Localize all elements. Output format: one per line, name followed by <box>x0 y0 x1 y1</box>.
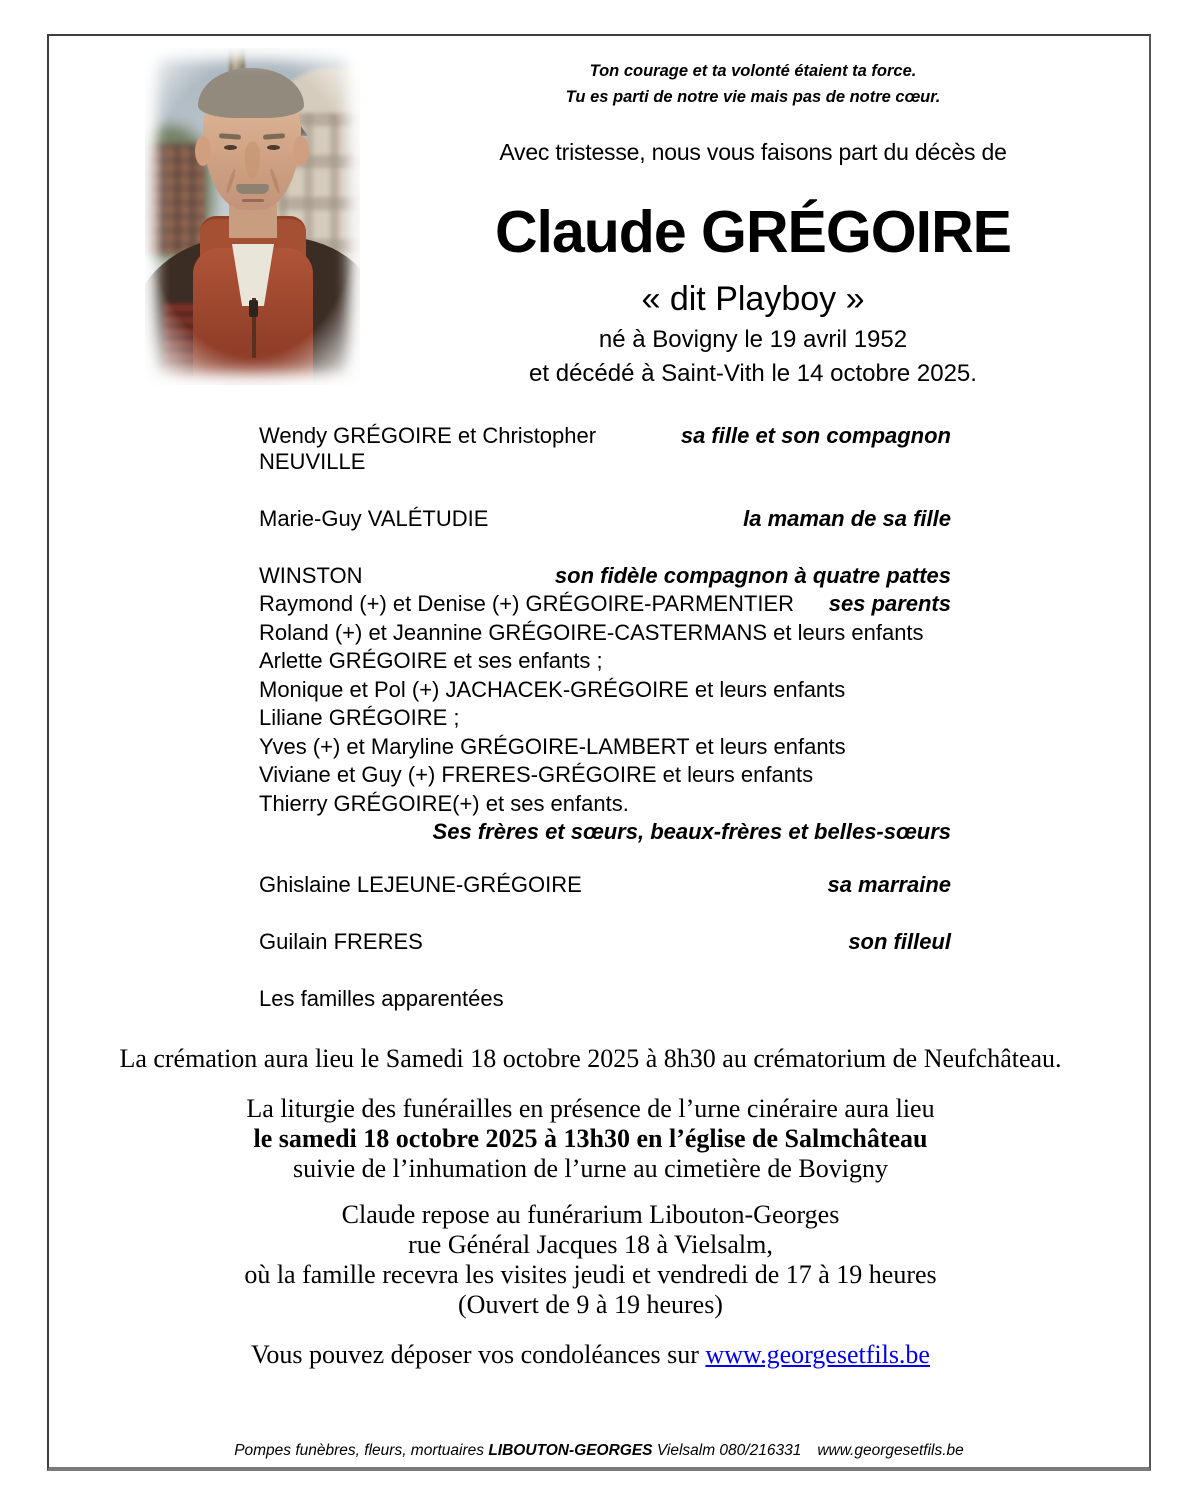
condolences-line <box>49 1340 1132 1370</box>
liturgy-line-2: le samedi 18 octobre 2025 à 13h30 en l’église de Salmchâteau <box>253 1124 928 1153</box>
intro-line: Avec tristesse, nous vous faisons part du décès de <box>499 139 1007 165</box>
relative-names: Marie-Guy VALÉTUDIE <box>259 506 489 531</box>
godparent-names: Ghislaine LEJEUNE-GRÉGOIRE <box>259 872 582 897</box>
relative-relation: la maman de sa fille <box>743 506 951 531</box>
deceased-name: Claude GRÉGOIRE <box>494 199 1012 265</box>
liturgy-line-1: La liturgie des funérailles en présence de l’urne cinéraire aura lieu <box>246 1094 935 1123</box>
parents-row <box>259 590 951 619</box>
godparent-relation: sa marraine <box>827 872 951 897</box>
repose-line-1: Claude repose au funérarium Libouton-Georges <box>341 1200 840 1229</box>
cremation-line: La crémation aura lieu le Samedi 18 octobre 2025 à 8h30 au crématorium de Neufchâteau. <box>119 1044 1062 1073</box>
footer-prefix: Pompes funèbres, fleurs, mortuaires <box>234 1442 489 1459</box>
family-line: Thierry GRÉGOIRE(+) et ses enfants. <box>259 790 629 816</box>
relative-names: Wendy GRÉGOIRE et Christopher NEUVILLE <box>259 423 597 474</box>
deceased-photo <box>145 48 360 385</box>
memorial-quote <box>367 58 1139 110</box>
announcement-card <box>47 34 1151 1471</box>
relative-relation: son fidèle compagnon à quatre pattes <box>554 563 951 588</box>
repose-line-4: (Ouvert de 9 à 19 heures) <box>458 1290 723 1319</box>
repose-line-2: rue Général Jacques 18 à Vielsalm, <box>408 1230 773 1259</box>
family-line: Yves (+) et Maryline GRÉGOIRE-LAMBERT et leurs enfants <box>259 733 846 759</box>
quote-line-1: Ton courage et ta volonté étaient ta force. <box>589 62 917 80</box>
condolences-link[interactable]: www.georgesetfils.be <box>705 1340 930 1369</box>
parents-names: Raymond (+) et Denise (+) GRÉGOIRE-PARMENTIER <box>259 591 795 616</box>
siblings-section <box>259 590 951 847</box>
siblings-caption: Ses frères et sœurs, beaux-frères et belles-sœurs <box>432 819 951 844</box>
repose-block <box>49 1200 1132 1320</box>
godparent-row <box>259 872 951 898</box>
relative-row <box>259 563 951 589</box>
godparent-relation: son filleul <box>848 929 951 954</box>
liturgy-block <box>49 1094 1132 1184</box>
parents-relation: ses parents <box>828 591 951 616</box>
godparent-row <box>259 929 951 955</box>
godparents-section <box>259 872 951 1012</box>
quote-line-2: Tu es parti de notre vie mais pas de notre cœur. <box>565 88 941 106</box>
family-line: Arlette GRÉGOIRE et ses enfants ; <box>259 648 603 673</box>
family-line: Roland (+) et Jeannine GRÉGOIRE-CASTERMANS et leurs enfants <box>259 619 924 645</box>
liturgy-line-3: suivie de l’inhumation de l’urne au cimetière de Bovigny <box>293 1154 888 1183</box>
repose-line-3: où la famille recevra les visites jeudi et vendredi de 17 à 19 heures <box>244 1260 937 1289</box>
relative-row <box>259 506 951 532</box>
condolences-text: Vous pouvez déposer vos condoléances sur <box>251 1340 706 1369</box>
family-line: Liliane GRÉGOIRE ; <box>259 705 460 730</box>
footer-website: www.georgesetfils.be <box>817 1442 964 1459</box>
birth-line: né à Bovigny le 19 avril 1952 <box>598 326 908 353</box>
relative-row <box>259 423 951 475</box>
footer-middle: Vielsalm 080/216331 <box>652 1442 802 1459</box>
godparent-names: Guilain FRERES <box>259 929 423 954</box>
death-line: et décédé à Saint-Vith le 14 octobre 2025. <box>529 360 977 387</box>
footer-company: LIBOUTON-GEORGES <box>488 1442 653 1459</box>
related-families-line: Les familles apparentées <box>259 986 504 1011</box>
footer <box>49 1440 1149 1462</box>
relative-names: WINSTON <box>259 563 363 588</box>
photo-vignette <box>145 48 360 385</box>
family-line: Monique et Pol (+) JACHACEK-GRÉGOIRE et leurs enfants <box>259 676 846 702</box>
family-line: Viviane et Guy (+) FRERES-GRÉGOIRE et leurs enfants <box>259 762 814 787</box>
relative-relation: sa fille et son compagnon <box>680 423 951 448</box>
deceased-nickname: « dit Playboy » <box>641 280 865 318</box>
